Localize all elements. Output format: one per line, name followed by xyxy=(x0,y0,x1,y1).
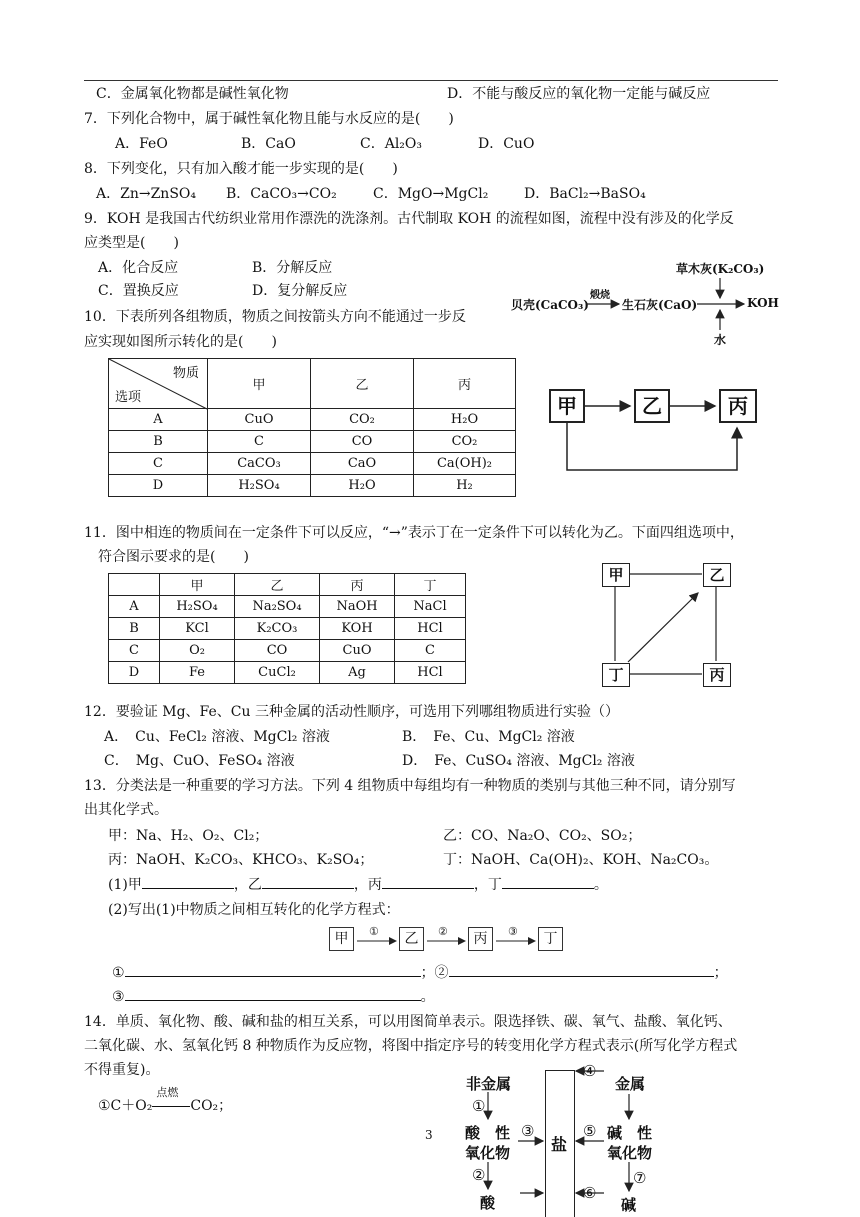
q14-acid-oxide-line2: 氧化物 xyxy=(465,1144,511,1162)
q13-step-2: ② xyxy=(438,925,448,938)
q14-salt-label: 盐 xyxy=(551,1135,568,1154)
q11-node-yi: 乙 xyxy=(703,563,731,587)
q13-group-ding: 丁：NaOH、Ca(OH)₂、KOH、Na₂CO₃。 xyxy=(443,852,719,868)
q10-diag-header: 物质 选项 xyxy=(109,359,208,409)
table-row: C O₂ CO CuO C xyxy=(109,640,466,662)
q12-option-a: A． Cu、FeCl₂ 溶液、MgCl₂ 溶液 xyxy=(104,729,330,745)
q13-stem-1: 13．分类法是一种重要的学习方法。下列 4 组物质中每组均有一种物质的类别与其他三种不同，请分别写 xyxy=(84,778,736,794)
q11-node-ding: 丁 xyxy=(602,663,630,687)
q14-acid-oxide-line1: 酸 性 xyxy=(465,1124,511,1142)
q12-option-d: D． Fe、CuSO₄ 溶液、MgCl₂ 溶液 xyxy=(402,753,635,769)
q12-stem: 12．要验证 Mg、Fe、Cu 三种金属的活动性顺序，可选用下列哪组物质进行实验（） xyxy=(84,704,619,720)
q9-option-d: D．复分解反应 xyxy=(252,283,348,299)
q14-num-4: ④ xyxy=(583,1062,597,1080)
q14-base-oxide-line1: 碱 性 xyxy=(607,1124,653,1142)
q13-chain-yi: 乙 xyxy=(399,927,424,951)
q11-table: 甲 乙 丙 丁 A H₂SO₄ Na₂SO₄ NaOH NaCl B KCl K₂CO₃ KOH HCl C O₂ CO CuO C D Fe CuCl₂ Ag HCl xyxy=(108,573,466,684)
q9-option-a: A．化合反应 xyxy=(98,260,179,276)
q7-option-d: D．CuO xyxy=(478,136,535,152)
q13-group-yi: 乙：CO、Na₂O、CO₂、SO₂； xyxy=(443,828,642,844)
q10-node-yi: 乙 xyxy=(634,389,670,423)
table-row: B KCl K₂CO₃ KOH HCl xyxy=(109,618,466,640)
table-row: A CuO CO₂ H₂O xyxy=(109,409,516,431)
q14-base-oxide-line2: 氧化物 xyxy=(607,1144,653,1162)
q13-chain-ding: 丁 xyxy=(538,927,563,951)
q8-option-d: D．BaCl₂→BaSO₄ xyxy=(524,186,646,202)
q10-node-bing: 丙 xyxy=(719,389,757,423)
q9-koh-label: KOH xyxy=(747,296,779,310)
q9-lime-label: 生石灰(CaO) xyxy=(622,298,698,312)
q9-water-label: 水 xyxy=(714,333,727,347)
table-row: D H₂SO₄ H₂O H₂ xyxy=(109,475,516,497)
q7-option-b: B．CaO xyxy=(241,136,296,152)
q14-num-2: ② xyxy=(472,1166,486,1184)
q14-metal-label: 金属 xyxy=(615,1075,646,1093)
q13-step-3: ③ xyxy=(508,925,518,938)
q9-calcine-label: 煅烧 xyxy=(590,290,610,301)
table-row: B C CO CO₂ xyxy=(109,431,516,453)
q13-part1: (1)甲 ，乙 ，丙 ，丁 。 xyxy=(108,874,608,894)
q13-group-bing: 丙：NaOH、K₂CO₃、KHCO₃、K₂SO₄； xyxy=(108,852,374,868)
q14-stem-2: 二氧化碳、水、氢氧化钙 8 种物质作为反应物，将图中指定序号的转变用化学方程式表示(所写化学方程式 xyxy=(84,1038,738,1054)
q7-option-a: A．FeO xyxy=(115,136,168,152)
q14-example: ①C＋O₂ 点燃 CO₂； xyxy=(98,1086,233,1114)
q10-stem-1: 10．下表所列各组物质，物质之间按箭头方向不能通过一步反 xyxy=(84,309,466,325)
q13-answer-row-1: ① ；② ； xyxy=(112,962,728,982)
q12-option-c: C． Mg、CuO、FeSO₄ 溶液 xyxy=(104,753,295,769)
q14-num-1: ① xyxy=(472,1097,486,1115)
q8-option-b: B．CaCO₃→CO₂ xyxy=(226,186,337,202)
q14-num-5: ⑤ xyxy=(583,1122,597,1140)
q8-stem: 8．下列变化，只有加入酸才能一步实现的是( ) xyxy=(84,161,398,177)
table-row: A H₂SO₄ Na₂SO₄ NaOH NaCl xyxy=(109,596,466,618)
q14-num-3: ③ xyxy=(521,1122,535,1140)
q14-stem-3: 不得重复)。 xyxy=(84,1062,160,1078)
q14-num-7: ⑦ xyxy=(633,1169,647,1187)
q9-option-c: C．置换反应 xyxy=(98,283,179,299)
q14-nonmetal-label: 非金属 xyxy=(466,1075,512,1093)
q6-option-c: C．金属氧化物都是碱性氧化物 xyxy=(96,86,289,102)
q13-chain-jia: 甲 xyxy=(329,927,354,951)
q14-num-6: ⑥ xyxy=(583,1184,597,1202)
q10-table: 物质 选项 甲 乙 丙 A CuO CO₂ H₂O B C CO CO₂ C CaCO₃ CaO Ca(OH)₂ D H₂SO₄ H₂O H₂ xyxy=(108,358,516,497)
q10-node-jia: 甲 xyxy=(549,389,585,423)
q13-step-1: ① xyxy=(369,925,379,938)
q13-answer-row-2: ③ 。 xyxy=(112,986,435,1006)
q12-option-b: B． Fe、Cu、MgCl₂ 溶液 xyxy=(402,729,575,745)
q8-option-a: A．Zn→ZnSO₄ xyxy=(96,186,197,202)
q14-acid-label: 酸 xyxy=(480,1194,496,1212)
q14-base-label: 碱 xyxy=(621,1196,637,1214)
q11-stem-2: 符合图示要求的是( ) xyxy=(98,549,249,565)
q10-stem-2: 应实现如图所示转化的是( ) xyxy=(84,334,277,350)
q9-shell-label: 贝壳(CaCO₃) xyxy=(511,298,589,312)
table-row: D Fe CuCl₂ Ag HCl xyxy=(109,662,466,684)
q13-chain-bing: 丙 xyxy=(468,927,493,951)
q7-option-c: C．Al₂O₃ xyxy=(360,136,423,152)
page-number: 3 xyxy=(425,1128,433,1142)
q9-stem-1: 9．KOH 是我国古代纺织业常用作漂洗的洗涤剂。古代制取 KOH 的流程如图，流程中没有涉及的化学反 xyxy=(84,211,734,227)
q13-part2: (2)写出(1)中物质之间相互转化的化学方程式： xyxy=(108,902,400,918)
q7-stem: 7．下列化合物中，属于碱性氧化物且能与水反应的是( ) xyxy=(84,111,454,127)
q14-stem-1: 14．单质、氧化物、酸、碱和盐的相互关系，可以用图简单表示。限选择铁、碳、氧气、盐酸、氧化钙、 xyxy=(84,1014,732,1030)
q9-option-b: B．分解反应 xyxy=(252,260,333,276)
q11-stem-1: 11．图中相连的物质间在一定条件下可以反应，“→”表示丁在一定条件下可以转化为乙。下面四组选项中， xyxy=(84,525,744,541)
q6-option-d: D．不能与酸反应的氧化物一定能与碱反应 xyxy=(447,86,711,102)
q11-node-jia: 甲 xyxy=(602,563,630,587)
q13-group-jia: 甲：Na、H₂、O₂、Cl₂； xyxy=(108,828,269,844)
table-row: C CaCO₃ CaO Ca(OH)₂ xyxy=(109,453,516,475)
q9-stem-2: 应类型是( ) xyxy=(84,235,179,251)
q11-node-bing: 丙 xyxy=(703,663,731,687)
q8-option-c: C．MgO→MgCl₂ xyxy=(373,186,489,202)
q13-stem-2: 出其化学式。 xyxy=(84,802,168,818)
q9-ash-label: 草木灰(K₂CO₃) xyxy=(676,262,765,276)
